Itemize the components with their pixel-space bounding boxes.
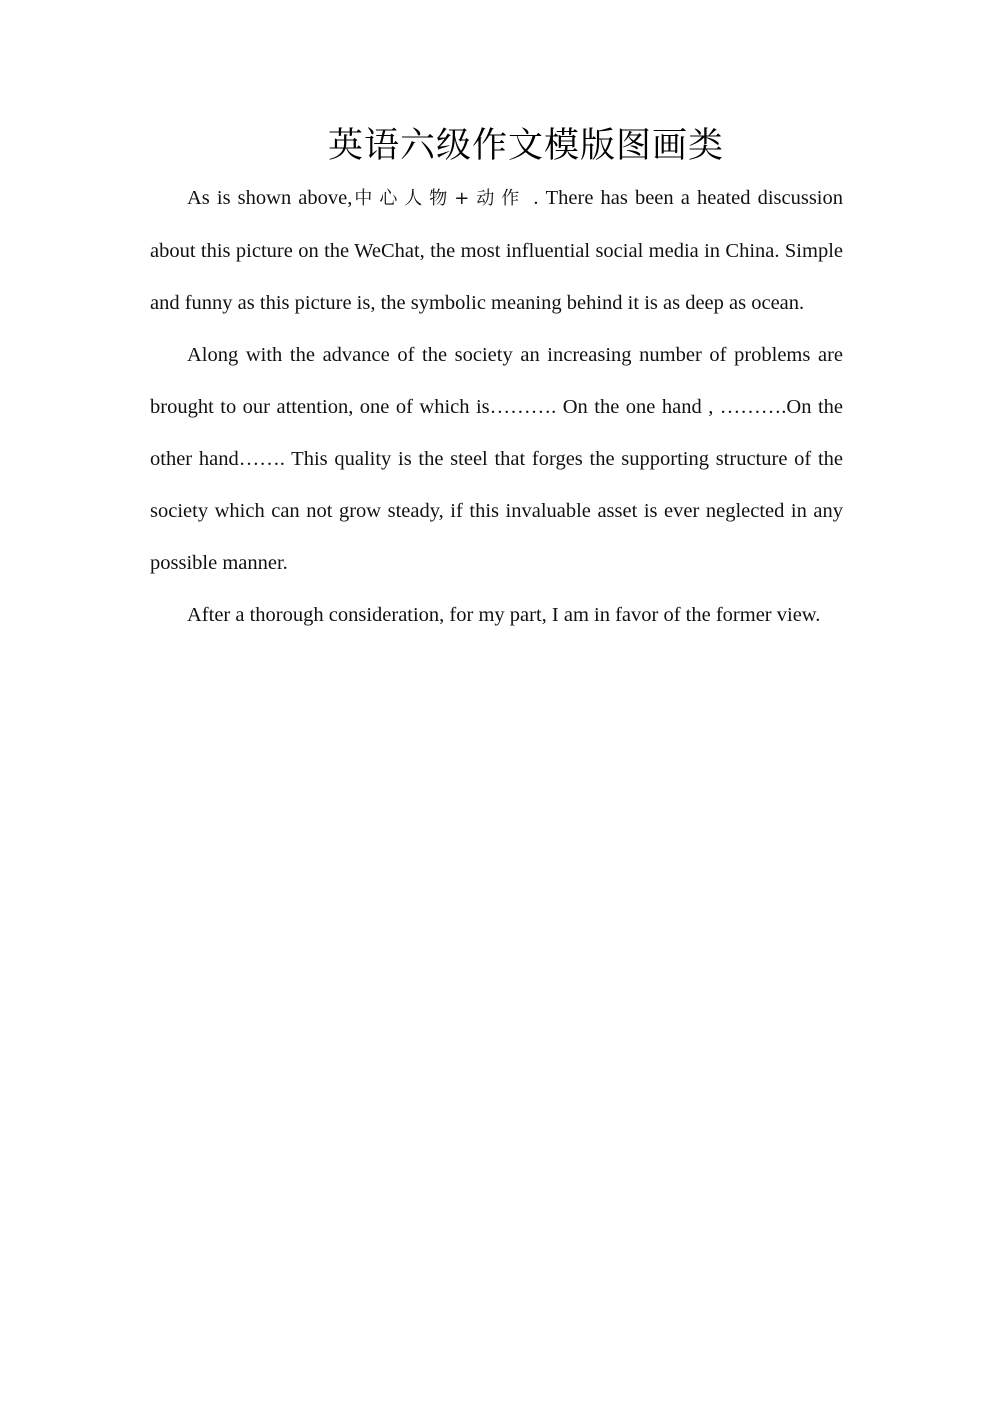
paragraph-1-intro: As is shown above, (187, 187, 353, 209)
document-title: 英语六级作文模版图画类 (327, 126, 724, 166)
paragraph-2: Along with the advance of the society an increasing number of problems are brought to our attention, one of which is………. On the one hand , ……….On the other hand……. This quality is the steel that forges the supporting structure of the society which can not grow steady, if this invaluable asset is ever neglected in any possible manner. (150, 344, 843, 574)
paragraph-1-rest: . There has been a heated discussion about this picture on the WeChat, the most influential social media in China. Simple and funny as this picture is, the symbolic meaning behind it is as deep as ocean. (150, 187, 843, 314)
paragraph-1 (150, 172, 843, 329)
paragraph-1-chinese-placeholder: 中心人物+动作 (352, 188, 527, 209)
document-body (150, 172, 843, 641)
paragraph-3: After a thorough consideration, for my part, I am in favor of the former view. (187, 604, 821, 626)
